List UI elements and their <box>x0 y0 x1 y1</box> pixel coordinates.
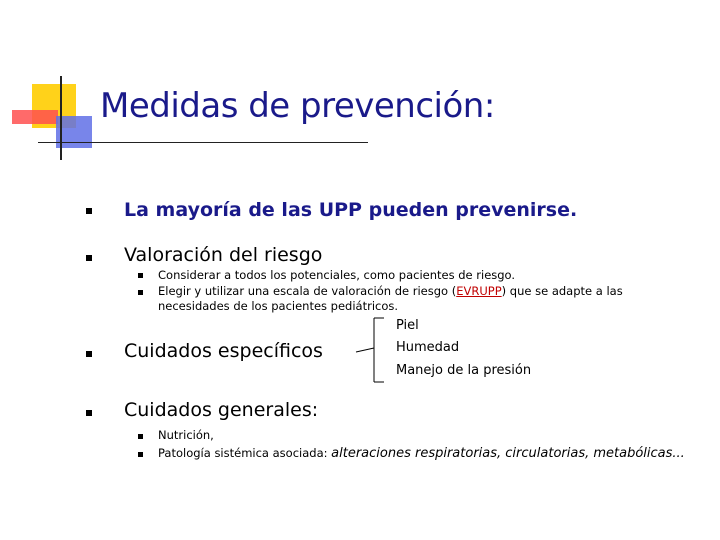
sub-bullet-2-2 <box>138 290 143 295</box>
item-2-sub-2-before: Elegir y utilizar una escala de valoración de riesgo ( <box>158 284 457 298</box>
bullet-2 <box>86 255 92 261</box>
item-3-text: Cuidados específicos <box>124 340 323 362</box>
sub-bullet-4-1 <box>138 434 143 439</box>
sub-bullet-2-1 <box>138 273 143 278</box>
item-2-text: Valoración del riesgo <box>124 244 323 266</box>
slide-title: Medidas de prevención: <box>100 86 495 126</box>
bracket-item-humedad: Humedad <box>396 340 460 355</box>
item-2-sub-2-after: ) que se adapte a las necesidades de los pacientes pediátricos. <box>158 284 623 313</box>
decor-red-bar <box>12 110 58 124</box>
decor-horizontal-line <box>38 142 368 143</box>
bullet-1 <box>86 208 92 214</box>
item-4-sub-2-before: Patología sistémica asociada: <box>158 446 332 460</box>
evrupp-link[interactable]: EVRUPP <box>456 284 502 298</box>
item-1-text: La mayoría de las UPP pueden prevenirse. <box>124 199 578 221</box>
item-4-text: Cuidados generales: <box>124 399 319 421</box>
bullet-3 <box>86 351 92 357</box>
bracket-item-piel: Piel <box>396 318 419 333</box>
item-4-sub-2-italic: alteraciones respiratorias, circulatorias, metabólicas... <box>331 446 685 461</box>
brace-connector <box>350 312 390 388</box>
decor-vertical-line <box>60 76 62 160</box>
sub-bullet-4-2 <box>138 452 143 457</box>
bullet-4 <box>86 410 92 416</box>
item-4-sub-2 <box>158 446 685 461</box>
item-4-sub-1: Nutrición, <box>158 428 214 442</box>
item-2-sub-1: Considerar a todos los potenciales, como pacientes de riesgo. <box>158 268 516 282</box>
bracket-item-presion: Manejo de la presión <box>396 363 532 378</box>
item-2-sub-2 <box>158 284 694 314</box>
